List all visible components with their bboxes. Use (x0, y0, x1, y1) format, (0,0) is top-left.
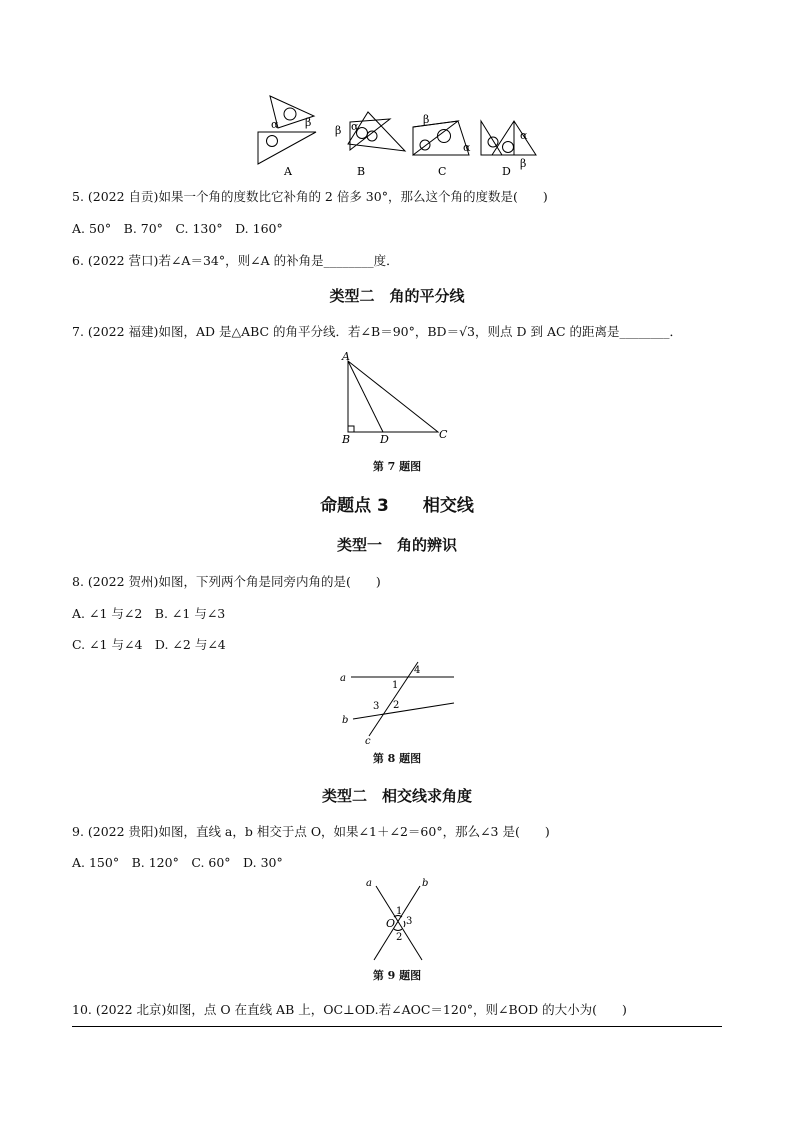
question-9-options: A. 150° B. 120° C. 60° D. 30° (72, 855, 283, 870)
option-b-label: B (357, 165, 366, 178)
question-9-figure (360, 874, 436, 966)
alpha-label-b: α (351, 120, 359, 133)
proposition-heading: 命题点 3 相交线 (320, 496, 474, 516)
option-c-label: C (438, 165, 447, 178)
beta-label-c: β (423, 113, 430, 126)
point-o-label: O (386, 917, 396, 930)
angle-1-label: 1 (392, 680, 399, 691)
type-heading-angle-bisector: 类型二 角的平分线 (329, 287, 465, 305)
angle-4-label: 4 (414, 665, 421, 676)
bottom-divider (72, 1026, 722, 1027)
option-c-figure (413, 121, 469, 155)
alpha-label-a: α (271, 118, 279, 131)
vertex-b-label: B (342, 433, 351, 446)
beta-label-a: β (305, 116, 312, 129)
question-7-figure (338, 348, 458, 446)
option-d-figure (481, 121, 536, 155)
line-b-label: b (422, 878, 429, 889)
type-heading-angle-identification: 类型一 角的辨识 (336, 536, 457, 554)
question-7: 7. (2022 福建)如图，AD 是△ABC 的角平分线．若∠B＝90°，BD＝√3，则点 D 到 AC 的距离是________． (72, 324, 683, 339)
angle-2-label: 2 (396, 932, 403, 943)
question-9: 9. (2022 贵阳)如图，直线 a，b 相交于点 O，如果∠1＋∠2＝60°，那么∠3 是( ) (72, 824, 550, 839)
option-a-figure (258, 96, 316, 164)
vertex-c-label: C (439, 428, 448, 441)
line-a-label: a (366, 878, 372, 889)
question-8: 8. (2022 贺州)如图，下列两个角是同旁内角的是( ) (72, 574, 381, 589)
question-8-options-1: A. ∠1 与∠2 B. ∠1 与∠3 (72, 606, 226, 621)
question-9-caption: 第 9 题图 (372, 969, 422, 982)
option-d-label: D (502, 165, 511, 178)
question-8-figure (338, 660, 458, 744)
vertex-a-label: A (342, 350, 350, 363)
question-8-caption: 第 8 题图 (372, 752, 422, 765)
option-a-label: A (284, 165, 292, 178)
line-c-label: c (365, 736, 371, 744)
question-5-options: A. 50° B. 70° C. 130° D. 160° (72, 221, 283, 236)
set-square-figure (248, 94, 548, 182)
alpha-label-c: α (463, 141, 471, 154)
angle-3-label: 3 (373, 701, 380, 712)
question-5: 5. (2022 自贡)如果一个角的度数比它补角的 2 倍多 30°，那么这个角的度数是( ) (72, 189, 548, 204)
question-7-caption: 第 7 题图 (372, 460, 422, 473)
type-heading-intersecting-lines: 类型二 相交线求角度 (321, 787, 472, 805)
vertex-d-label: D (380, 433, 389, 446)
question-6: 6. (2022 营口)若∠A＝34°，则∠A 的补角是________度． (72, 253, 399, 268)
angle-1-label: 1 (396, 906, 403, 917)
question-8-options-2: C. ∠1 与∠4 D. ∠2 与∠4 (72, 637, 226, 652)
beta-label-b: β (335, 124, 342, 137)
line-a-label: a (340, 673, 346, 684)
angle-2-label: 2 (393, 700, 400, 711)
alpha-label-d: α (520, 129, 528, 142)
question-10: 10. (2022 北京)如图，点 O 在直线 AB 上，OC⊥OD.若∠AOC＝120°，则∠BOD 的大小为( ) (72, 1002, 627, 1017)
beta-label-d: β (520, 157, 527, 170)
line-b-label: b (342, 715, 349, 726)
angle-3-label: 3 (406, 916, 413, 927)
